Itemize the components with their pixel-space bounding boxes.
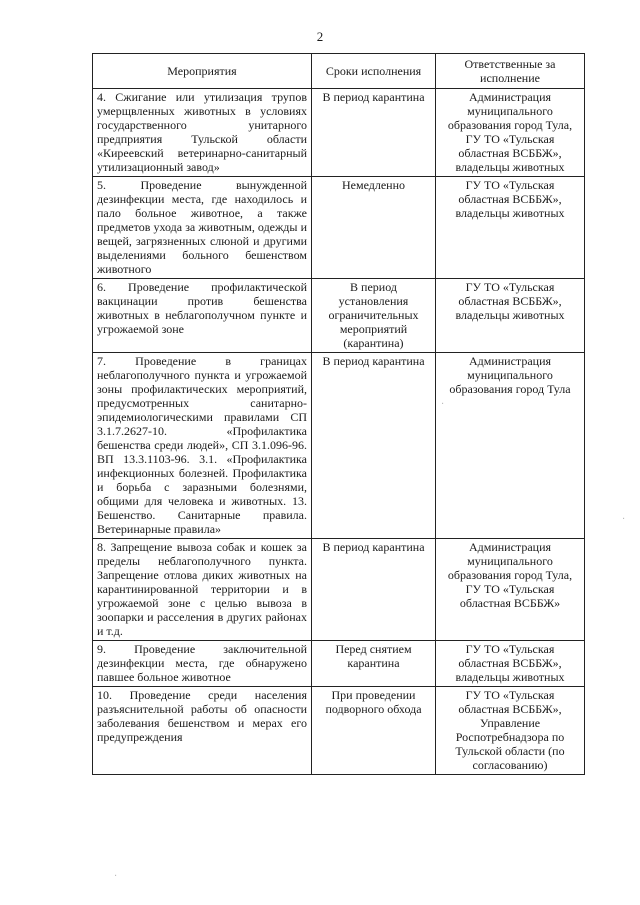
cell-responsible: ГУ ТО «Тульская областная ВСББЖ», владельцы животных bbox=[436, 279, 585, 353]
scan-speck: · bbox=[441, 399, 445, 410]
cell-activity: 6. Проведение профилактической вакцинации против бешенства животных в неблагополучном пункте и угрожаемой зоне bbox=[93, 279, 312, 353]
cell-activity: 10. Проведение среди населения разъяснительной работы об опасности заболевания бешенством и мерах его предупреждения bbox=[93, 687, 312, 775]
cell-responsible: Администрация муниципального образования город Тула, ГУ ТО «Тульская областная ВСББЖ», владельцы животных bbox=[436, 89, 585, 177]
cell-activity: 7. Проведение в границах неблагополучного пункта и угрожаемой зоны профилактических мероприятий, предусмотренных санитарно-эпидемиологическими правилами СП 3.1.7.2627-10. «Профилактика бешенства среди людей», СП 3.1.096-96. ВП 13.3.1103-96. 3.1. «Профилактика инфекционных болезней. Профилактика и борьба с заразными болезнями, общими для человека и животных. 13. Бешенство. Санитарные правила. Ветеринарные правила» bbox=[93, 353, 312, 539]
cell-responsible: Администрация муниципального образования город Тула bbox=[436, 353, 585, 539]
cell-activity: 5. Проведение вынужденной дезинфекции места, где находилось и пало больное животное, а также предметов ухода за животным, одежды и вещей, загрязненных слюной и другими выделениями больного бешенством животного bbox=[93, 177, 312, 279]
header-activity: Мероприятия bbox=[93, 54, 312, 89]
table-row bbox=[93, 539, 585, 641]
cell-responsible: Администрация муниципального образования город Тула, ГУ ТО «Тульская областная ВСББЖ» bbox=[436, 539, 585, 641]
scan-speck: · bbox=[622, 514, 626, 525]
cell-responsible: ГУ ТО «Тульская областная ВСББЖ», владельцы животных bbox=[436, 177, 585, 279]
table-row bbox=[93, 641, 585, 687]
table-row bbox=[93, 89, 585, 177]
page-number: 2 bbox=[316, 29, 324, 44]
cell-activity: 9. Проведение заключительной дезинфекции места, где обнаружено павшее больное животное bbox=[93, 641, 312, 687]
cell-term: В период карантина bbox=[312, 539, 436, 641]
table-row bbox=[93, 279, 585, 353]
cell-term: Перед снятием карантина bbox=[312, 641, 436, 687]
header-responsible: Ответственные за исполнение bbox=[436, 54, 585, 89]
table-header-row bbox=[93, 54, 585, 89]
cell-responsible: ГУ ТО «Тульская областная ВСББЖ», Управление Роспотребнадзора по Тульской области (по согласованию) bbox=[436, 687, 585, 775]
scan-speck: · bbox=[114, 871, 118, 882]
measures-table bbox=[92, 53, 585, 775]
cell-term: В период установления ограничительных мероприятий (карантина) bbox=[312, 279, 436, 353]
cell-term: В период карантина bbox=[312, 353, 436, 539]
header-term: Сроки исполнения bbox=[312, 54, 436, 89]
cell-term: В период карантина bbox=[312, 89, 436, 177]
table-row bbox=[93, 353, 585, 539]
cell-term: Немедленно bbox=[312, 177, 436, 279]
cell-responsible: ГУ ТО «Тульская областная ВСББЖ», владельцы животных bbox=[436, 641, 585, 687]
cell-term: При проведении подворного обхода bbox=[312, 687, 436, 775]
table-row bbox=[93, 687, 585, 775]
cell-activity: 4. Сжигание или утилизация трупов умерщвленных животных в условиях государственного унитарного предприятия Тульской области «Киреевский ветеринарно-санитарный утилизационный завод» bbox=[93, 89, 312, 177]
cell-activity: 8. Запрещение вывоза собак и кошек за пределы неблагополучного пункта. Запрещение отлова диких животных на карантинированной территории и в угрожаемой зоне с целью вывоза в зоопарки и расселения в других районах и т.д. bbox=[93, 539, 312, 641]
table-row bbox=[93, 177, 585, 279]
